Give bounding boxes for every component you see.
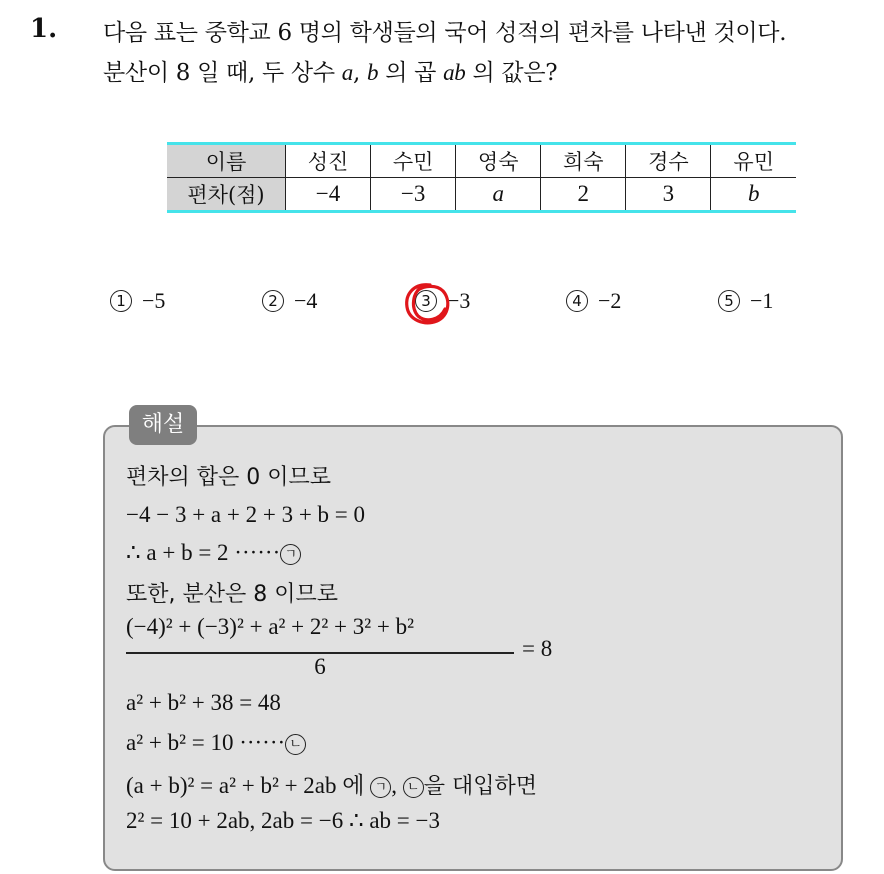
choice-value: −3 xyxy=(447,288,471,313)
choice-number-icon: 2 xyxy=(262,290,284,312)
table-bottom-rule xyxy=(167,210,796,213)
choice-1[interactable] xyxy=(110,288,165,314)
table-row-label: 편차(점) xyxy=(167,178,286,211)
table-cell-name: 유민 xyxy=(711,145,796,178)
variance-fraction xyxy=(126,614,553,679)
choice-value: −2 xyxy=(598,288,622,313)
choice-4[interactable] xyxy=(566,288,621,314)
table-cell-deviation: −3 xyxy=(371,178,456,211)
solution-line-8: (a + b)² = a² + b² + 2ab 에 ㄱ , ㄴ 을 대입하면 xyxy=(126,773,537,799)
table-cell-deviation: a xyxy=(456,178,541,211)
table-cell-name: 수민 xyxy=(371,145,456,178)
choice-number-icon: 1 xyxy=(110,290,132,312)
solution-box xyxy=(103,425,843,871)
solution-line-9: 2² = 10 + 2ab, 2ab = −6 ∴ ab = −3 xyxy=(126,808,440,833)
circled-nieun-icon: ㄴ xyxy=(403,777,424,798)
fraction-denominator: 6 xyxy=(314,654,326,679)
answer-circle-mark-icon xyxy=(400,278,456,330)
table-cell-deviation: b xyxy=(711,178,796,211)
table-row-names xyxy=(167,145,796,178)
choice-value: −1 xyxy=(750,288,774,313)
table-cell-deviation: 2 xyxy=(541,178,626,211)
table-header-label: 이름 xyxy=(167,145,286,178)
circled-giyeok-icon: ㄱ xyxy=(280,544,301,565)
question-text-line1: 다음 표는 중학교 6 명의 학생들의 국어 성적의 편차를 나타낸 것이다. xyxy=(103,20,787,46)
choice-number-icon: 4 xyxy=(566,290,588,312)
solution-line-2: −4 − 3 + a + 2 + 3 + b = 0 xyxy=(126,502,366,527)
choice-5[interactable] xyxy=(718,288,773,314)
solution-line-7: a² + b² = 10 ······ ㄴ xyxy=(126,730,306,756)
circled-giyeok-icon: ㄱ xyxy=(370,777,391,798)
solution-line-1: 편차의 합은 0 이므로 xyxy=(126,465,331,490)
choice-number-icon: 5 xyxy=(718,290,740,312)
table-cell-deviation: −4 xyxy=(286,178,371,211)
table-cell-deviation: 3 xyxy=(626,178,711,211)
question-text-line2: 분산이 8 일 때, 두 상수 a, b 의 곱 ab 의 값은? xyxy=(103,60,558,86)
table-cell-name: 성진 xyxy=(286,145,371,178)
fraction-equals: = 8 xyxy=(522,636,553,661)
choice-2[interactable] xyxy=(262,288,317,314)
solution-line-4: 또한, 분산은 8 이므로 xyxy=(126,582,338,607)
table-row-deviations xyxy=(167,178,796,211)
solution-tag: 해설 xyxy=(129,405,197,445)
choice-value: −5 xyxy=(142,288,166,313)
solution-line-3: ∴ a + b = 2 ······ ㄱ xyxy=(126,540,301,566)
circled-nieun-icon: ㄴ xyxy=(285,734,306,755)
choice-value: −4 xyxy=(294,288,318,313)
table-cell-name: 희숙 xyxy=(541,145,626,178)
table-cell-name: 영숙 xyxy=(456,145,541,178)
deviation-table xyxy=(167,142,796,213)
table-cell-name: 경수 xyxy=(626,145,711,178)
choice-number-icon: 3 xyxy=(415,290,437,312)
fraction-numerator: (−4)² + (−3)² + a² + 2² + 3² + b² xyxy=(126,614,415,639)
question-number: 1. xyxy=(30,14,58,44)
solution-line-6: a² + b² + 38 = 48 xyxy=(126,690,281,715)
